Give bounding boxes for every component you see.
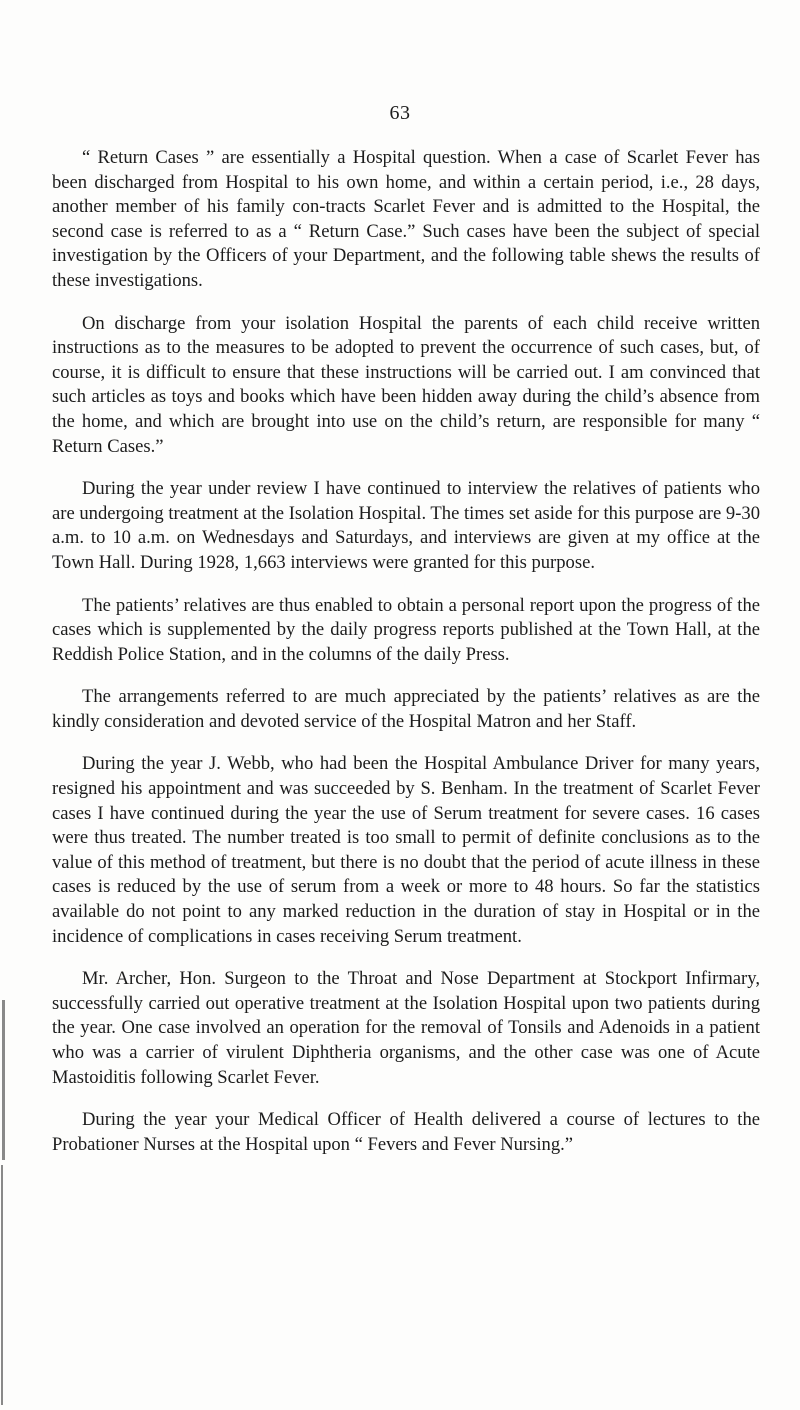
paragraph-return-cases: “ Return Cases ” are essentially a Hospital question. When a case of Scarlet Fever has been discharged from Hospital to his own home, and within a certain period, i.e., 28 days, another member of his family con-tracts Scarlet Fever and is admitted to the Hospital, the second case is referred to as a “ Return Case.” Such cases have been the subject of special investigation by the Officers of your Department, and the following table shews the results of these investigations. xyxy=(52,147,760,291)
page-number: 63 xyxy=(389,102,411,124)
paragraph-operative-treatment: Mr. Archer, Hon. Surgeon to the Throat and Nose Department at Stockport Infirmary, successfully carried out operative treatment at the Isolation Hospital upon two patients during the year. One case involved an operation for the removal of Tonsils and Adenoids in a patient who was a carrier of virulent Diphtheria organisms, and the other case was one of Acute Mastoiditis following Scarlet Fever. xyxy=(52,968,760,1088)
scan-edge-mark xyxy=(1,1165,3,1405)
scan-edge-mark xyxy=(2,1000,5,1160)
paragraph-relative-interviews: During the year under review I have continued to interview the relatives of patients who are undergoing treatment at the Isolation Hospital. The times set aside for this purpose are 9-30 a.m. to 10 a.m. on Wednesdays and Saturdays, and interviews are given at my office at the Town Hall. During 1928, 1,663 interviews were granted for this purpose. xyxy=(52,478,760,573)
paragraph-lectures: During the year your Medical Officer of Health delivered a course of lectures to the Probationer Nurses at the Hospital upon “ Fevers and Fever Nursing.” xyxy=(52,1109,760,1155)
paragraph-arrangements: The arrangements referred to are much appreciated by the patients’ relatives as are the kindly consideration and devoted service of the Hospital Matron and her Staff. xyxy=(52,686,760,732)
body-text xyxy=(52,146,760,1175)
paragraph-discharge-instructions: On discharge from your isolation Hospital the parents of each child receive written instructions as to the measures to be adopted to prevent the occurrence of such cases, but, of course, it is difficult to ensure that these instructions will be carried out. I am convinced that such articles as toys and books which have been hidden away during the child’s absence from the home, and which are brought into use on the child’s return, are responsible for many “ Return Cases.” xyxy=(52,312,760,457)
paragraph-progress-reports: The patients’ relatives are thus enabled to obtain a personal report upon the progress of the cases which is supplemented by the daily progress reports published at the Town Hall, at the Reddish Police Station, and in the columns of the daily Press. xyxy=(52,594,760,665)
paragraph-serum-treatment: During the year J. Webb, who had been the Hospital Ambulance Driver for many years, resigned his appointment and was succeeded by S. Benham. In the treatment of Scarlet Fever cases I have continued during the year the use of Serum treatment for severe cases. 16 cases were thus treated. The number treated is too small to permit of definite conclusions as to the value of this method of treatment, but there is no doubt that the period of acute illness in these cases is reduced by the use of serum from a week or more to 48 hours. So far the statistics available do not point to any marked reduction in the duration of stay in Hospital or in the incidence of complications in cases receiving Serum treatment. xyxy=(52,753,760,947)
